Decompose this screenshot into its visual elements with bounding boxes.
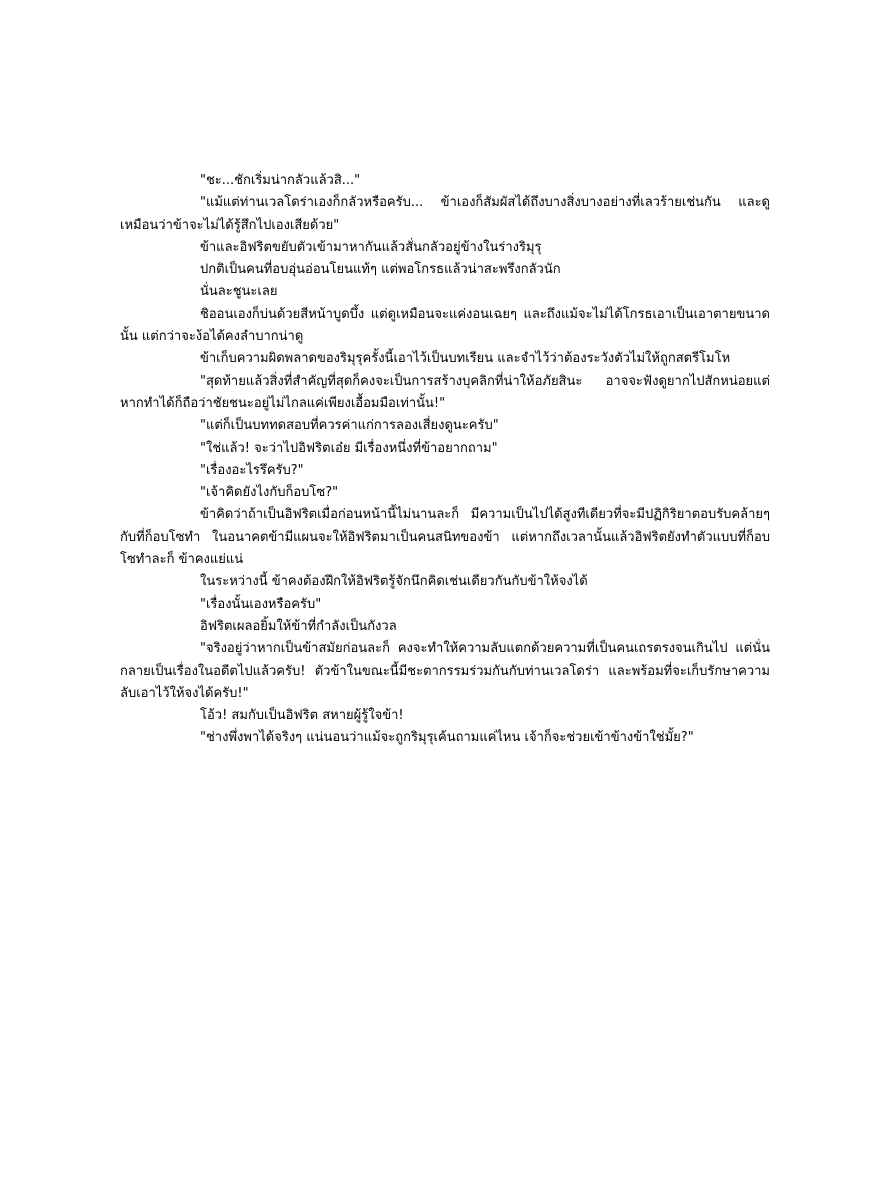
paragraph: ปกติเป็นคนที่อบอุ่นอ่อนโยนแท้ๆ แต่พอโกรธแล้วน่าสะพรึงกลัวนัก xyxy=(200,262,561,278)
paragraph: "เรื่องอะไรรึครับ?" xyxy=(200,462,304,478)
paragraph: นั่นละชูนะเลย xyxy=(200,284,278,300)
paragraph: โอ้ว! สมกับเป็นอิฟริต สหายผู้รู้ใจข้า! xyxy=(200,708,404,724)
paragraph: "ช่างพึ่งพาได้จริงๆ แน่นอนว่าแม้จะถูกริมุรุเค้นถามแค่ไหน เจ้าก็จะช่วยเข้าข้างข้าใช่มั้ย?" xyxy=(200,730,694,746)
paragraph: "ชะ...ชักเริ่มน่ากลัวแล้วสิ..." xyxy=(200,173,361,188)
paragraph: ชิออนเองก็บ่นด้วยสีหน้าบูดบึ้ง แต่ดูเหมือนจะแค่งอนเฉยๆ และถึงแม้จะไม่ได้โกรธเอาเป็นเอาตายขนาดนั้น แต่กว่าจะง้อได้คงลำบากน่าดู xyxy=(120,306,770,345)
paragraph: "สุดท้ายแล้วสิ่งที่สำคัญที่สุดก็คงจะเป็นการสร้างบุคลิกที่น่าให้อภัยสินะ อาจจะฟังดูยากไปสักหน่อยแต่หากทำได้ก็ถือว่าชัยชนะอยู่ไม่ไกลแค่เพียงเอื้อมมือเท่านั้น!" xyxy=(120,373,770,411)
document-body xyxy=(120,170,770,750)
paragraph: "เจ้าคิดยังไงกับก็อบโซ?" xyxy=(200,485,339,501)
paragraph: "แต่ก็เป็นบททดสอบที่ควรค่าแก่การลองเสี่ยงดูนะครับ" xyxy=(200,418,499,434)
paragraph: ในระหว่างนี้ ข้าคงต้องฝึกให้อิฟริตรู้จักนึกคิดเช่นเดียวกันกับข้าให้จงได้ xyxy=(200,574,588,590)
paragraph: ข้าคิดว่าถ้าเป็นอิฟริตเมื่อก่อนหน้านี้ไม่นานละก็ มีความเป็นไปได้สูงทีเดียวที่จะมีปฏิกิริยาตอบรับคล้ายๆ กับที่ก็อบโซทำ ในอนาคตข้ามีแผนจะให้อิฟริตมาเป็นคนสนิทของข้า แต่หากถึงเวลานั้นแล้วอิฟริตยังทำตัวแบบที่ก็อบโซทำละก็ ข้าคงแย่แน่ xyxy=(120,507,770,568)
paragraph: "จริงอยู่ว่าหากเป็นข้าสมัยก่อนละก็ คงจะทำให้ความลับแตกด้วยความที่เป็นคนเถรตรงจนเกินไป แต่นั่นกลายเป็นเรื่องในอดีตไปแล้วครับ! ตัวข้าในขณะนี้มีชะตากรรมร่วมกันกับท่านเวลโดร่า และพร้อมที่จะเก็บรักษาความลับเอาไว้ให้จงได้ครับ!" xyxy=(120,641,770,701)
paragraph: "แม้แต่ท่านเวลโดร่าเองก็กลัวหรือครับ... ข้าเองก็สัมผัสได้ถึงบางสิ่งบางอย่างที่เลวร้ายเช่นกัน และดูเหมือนว่าข้าจะไม่ได้รู้สึกไปเองเสียด้วย" xyxy=(120,195,770,233)
paragraph: ข้าเก็บความผิดพลาดของริมุรุครั้งนี้เอาไว้เป็นบทเรียน และจำไว้ว่าต้องระวังตัวไม่ให้ถูกสตรีโมโห xyxy=(200,351,731,367)
paragraph: ข้าและอิฟริตขยับตัวเข้ามาหากันแล้วสั่นกลัวอยู่ข้างในร่างริมุรุ xyxy=(200,239,542,255)
paragraph: อิฟริตเผลอยิ้มให้ข้าที่กำลังเป็นกังวล xyxy=(200,618,397,634)
paragraph: "เรื่องนั้นเองหรือครับ" xyxy=(200,596,322,612)
paragraph: "ใช่แล้ว! จะว่าไปอิฟริตเอ๋ย มีเรื่องหนึ่งที่ข้าอยากถาม" xyxy=(200,440,498,456)
